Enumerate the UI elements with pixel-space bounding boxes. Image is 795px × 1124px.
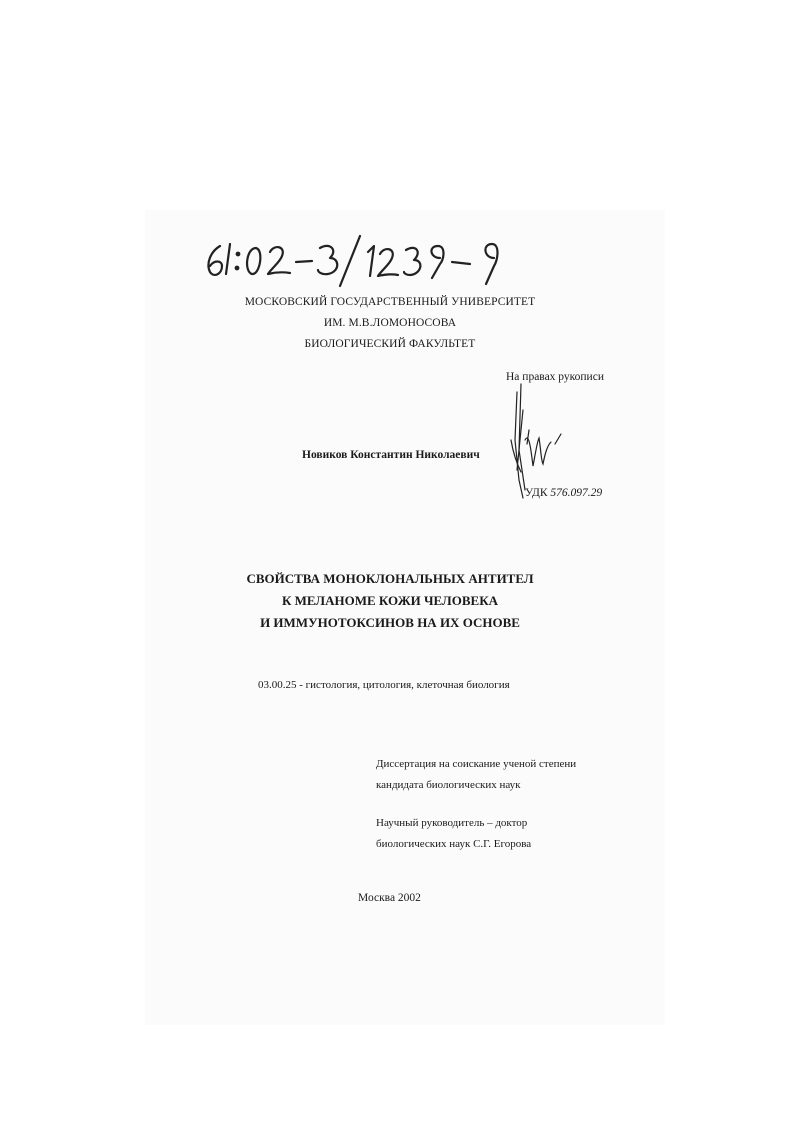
supervisor-statement (376, 813, 531, 855)
title-line-1: СВОЙСТВА МОНОКЛОНАЛЬНЫХ АНТИТЕЛ (246, 571, 534, 586)
dissertation-title (180, 568, 600, 634)
degree-line-2: кандидата биологических наук (376, 779, 521, 791)
degree-line-1: Диссертация на соискание ученой степени (376, 758, 577, 770)
supervisor-line-2: биологических наук С.Г. Егорова (376, 838, 532, 850)
degree-statement (376, 754, 576, 796)
city-year: Москва 2002 (358, 892, 421, 904)
university-name: МОСКОВСКИЙ ГОСУДАРСТВЕННЫЙ УНИВЕРСИТЕТ (244, 296, 536, 308)
faculty-name: БИОЛОГИЧЕСКИЙ ФАКУЛЬТЕТ (304, 338, 476, 350)
title-line-3: И ИММУНОТОКСИНОВ НА ИХ ОСНОВЕ (260, 615, 520, 630)
specialty-code: 03.00.25 - гистология, цитология, клеточная биология (258, 679, 510, 691)
university-block (200, 292, 580, 355)
udk-classification (525, 487, 602, 499)
handwritten-archive-code (200, 228, 520, 288)
author-name: Новиков Константин Николаевич (302, 449, 480, 461)
udk-label: УДК (525, 487, 548, 499)
university-honorific: ИМ. М.В.ЛОМОНОСОВА (323, 317, 457, 329)
title-line-2: К МЕЛАНОМЕ КОЖИ ЧЕЛОВЕКА (281, 593, 499, 608)
udk-number: 576.097.29 (550, 487, 603, 499)
manuscript-rights-note: На правах рукописи (506, 371, 604, 383)
supervisor-line-1: Научный руководитель – доктор (376, 817, 528, 829)
